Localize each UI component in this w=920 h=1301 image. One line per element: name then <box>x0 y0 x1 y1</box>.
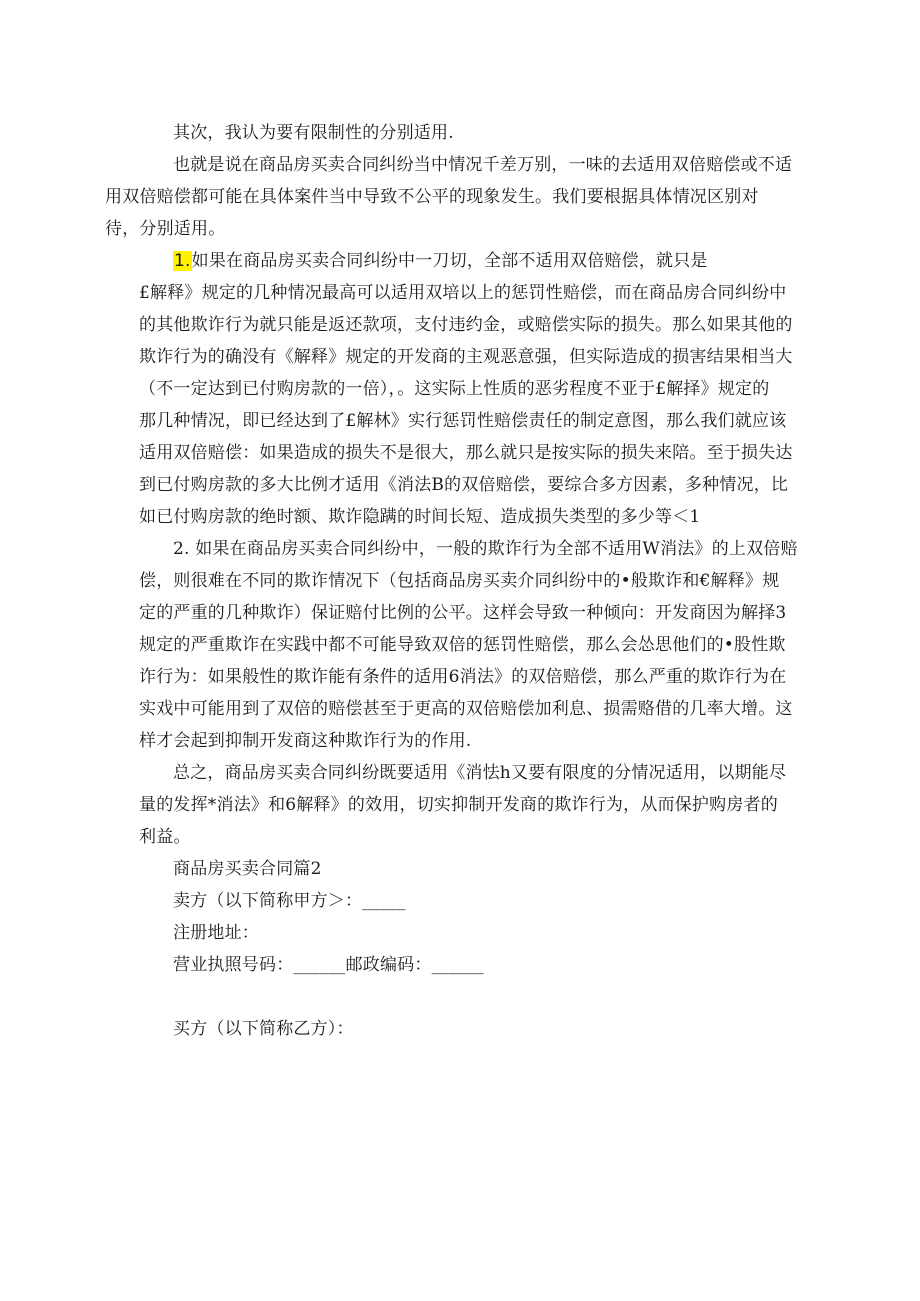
paragraph-line: 那几种情况，即已经达到了£解林》实行惩罚性赔偿责任的制定意图，那么我们就应该 <box>139 411 787 431</box>
seller-paragraph <box>139 885 787 917</box>
license-field: 营业执照号码：______邮政编码：______ <box>173 955 484 975</box>
paragraph-line: 诈行为：如果般性的欺诈能有条件的适用6消法》的双倍赔偿，那么严重的欺诈行为在 <box>139 667 787 687</box>
buyer-paragraph <box>139 1013 787 1045</box>
paragraph-line: 总之，商品房买卖合同纠纷既要适用《消怯h又要有限度的分情况适用，以期能尽 <box>173 763 787 783</box>
paragraph-line: £解释》规定的几种情况最高可以适用双培以上的惩罚性赔偿，而在商品房合同纠纷中 <box>139 283 787 303</box>
paragraph-line: 2. 如果在商品房买卖合同纠纷中，一般的欺诈行为全部不适用W消法》的上双倍赔 <box>173 539 798 559</box>
paragraph-line: 待，分别适用。 <box>105 219 226 239</box>
highlighted-number: 1. <box>174 251 191 271</box>
paragraph-conclusion <box>139 757 787 853</box>
buyer-field: 买方（以下简称乙方）： <box>173 1019 354 1039</box>
paragraph-explanation <box>105 149 793 245</box>
address-paragraph <box>139 917 787 949</box>
paragraph-text: 如果在商品房买卖合同纠纷中一刀切，全部不适用双倍赔偿，就只是 <box>191 251 708 271</box>
paragraph-line <box>139 245 787 277</box>
paragraph-line: 量的发挥*消法》和6解释》的效用，切实抑制开发商的欺诈行为，从而保护购房者的 <box>139 795 778 815</box>
contract-heading-paragraph <box>139 853 787 885</box>
paragraph-line: 定的严重的几种欺诈）保证赔付比例的公平。这样会导致一种倾向：开发商因为解择3 <box>139 603 787 623</box>
paragraph-line: 的其他欺诈行为就只能是返还款项，支付违约金，或赔偿实际的损失。那么如果其他的 <box>139 315 793 335</box>
paragraph-line: 如已付购房款的绝时额、欺诈隐蹒的时间长短、造成损失类型的多少等＜1 <box>139 507 701 527</box>
address-field: 注册地址： <box>173 923 259 943</box>
paragraph-line: 利益。 <box>139 827 191 847</box>
paragraph-line: 实戏中可能用到了双倍的赔偿甚至于更高的双倍赔偿加利息、损需赂借的几率大增。这 <box>139 699 793 719</box>
paragraph-line: 欺诈行为的确没有《解释》规定的开发商的主观恶意强，但实际造成的损害结果相当大 <box>139 347 793 367</box>
paragraph-line: 到已付购房款的多大比例才适用《消法B的双倍赔偿，要综合多方因素，多种情况，比 <box>139 475 789 495</box>
paragraph-line: 样才会起到抑制开发商这种欺诈行为的作用. <box>139 731 472 751</box>
seller-field: 卖方（以下简称甲方＞：_____ <box>173 891 406 911</box>
paragraph-point-1 <box>139 245 793 533</box>
paragraph-line: 其次，我认为要有限制性的分别适用. <box>173 123 454 143</box>
paragraph-line: 适用双倍赔偿：如果造成的损失不是很大，那么就只是按实际的损失来陪。至于损失达 <box>139 443 793 463</box>
document-body <box>105 117 798 1045</box>
paragraph-line: 规定的严重欺诈在实践中都不可能导致双倍的惩罚性赔偿，那么会怂思他们的•股性欺 <box>139 635 786 655</box>
paragraph-line: 也就是说在商品房买卖合同纠纷当中情况千差万别，一味的去适用双倍赔偿或不适 <box>173 155 793 175</box>
paragraph-intro <box>139 117 787 149</box>
paragraph-point-2 <box>139 533 798 757</box>
license-paragraph <box>139 949 787 981</box>
paragraph-line: 用双倍赔偿都可能在具体案件当中导致不公平的现象发生。我们要根据具体情况区别对 <box>105 187 759 207</box>
paragraph-line: 偿，则很难在不同的欺诈情况下（包括商品房买卖介同纠纷中的•般欺诈和€解释》规 <box>139 571 780 591</box>
contract-heading: 商品房买卖合同篇2 <box>173 859 322 879</box>
paragraph-line: （不一定达到已付购房款的一倍），。这实际上性质的恶劣程度不亚于£解择》规定的 <box>139 379 770 399</box>
